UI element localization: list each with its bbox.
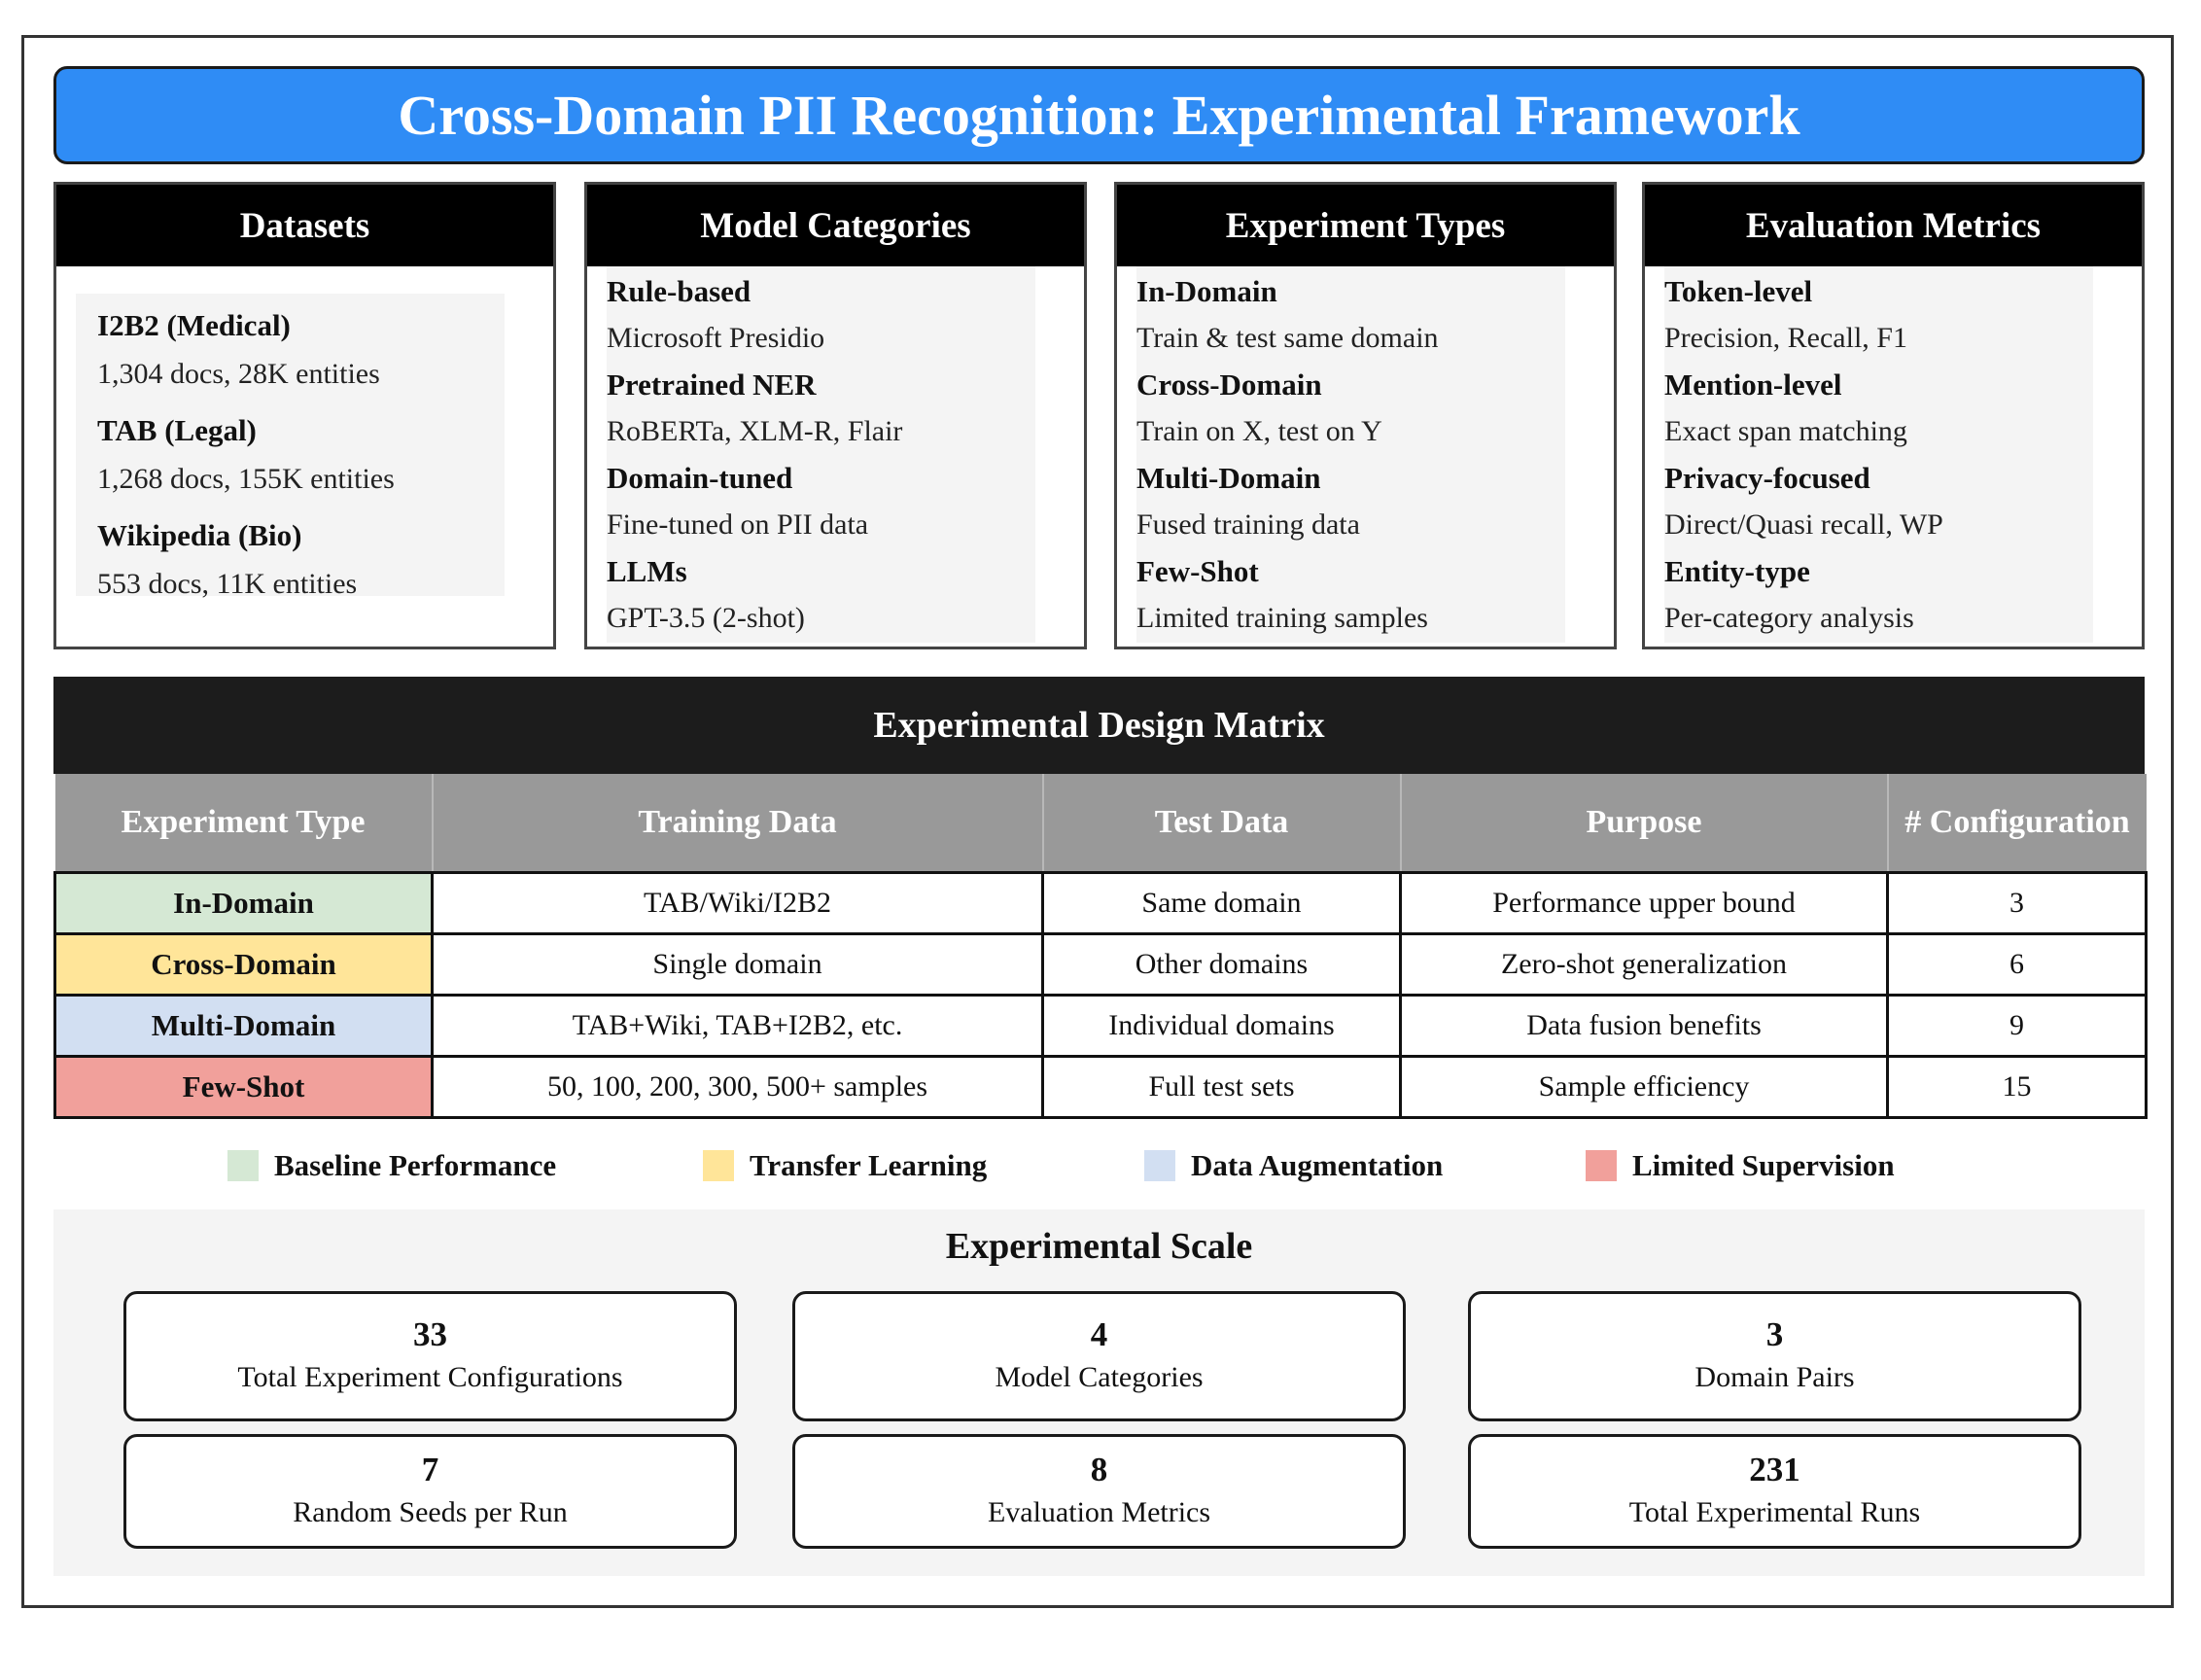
matrix-header-row (55, 774, 2147, 873)
legend-label: Data Augmentation (1191, 1148, 1444, 1182)
legend-swatch (227, 1150, 259, 1181)
experiment-types-list (1136, 266, 1565, 643)
dataset-detail: 1,268 docs, 155K entities (97, 463, 395, 495)
configuration-cell: 9 (1888, 996, 2147, 1057)
design-matrix-table (53, 774, 2148, 1119)
model-category-name: LLMs (607, 554, 687, 588)
column-header: Purpose (1401, 774, 1888, 873)
model-categories-header: Model Categories (587, 185, 1084, 266)
column-header: Training Data (433, 774, 1043, 873)
model-category-detail: Fine-tuned on PII data (607, 508, 869, 541)
stat-card (1468, 1434, 2081, 1549)
evaluation-metrics-list (1664, 266, 2093, 643)
experiment-type-cell: Few-Shot (55, 1057, 433, 1118)
metric-name: Mention-level (1664, 368, 1842, 402)
column-header: Test Data (1043, 774, 1401, 873)
dataset-detail: 1,304 docs, 28K entities (97, 358, 380, 390)
test-data-cell: Same domain (1043, 873, 1401, 934)
legend-label: Limited Supervision (1632, 1148, 1895, 1182)
experiment-type-name: Few-Shot (1136, 554, 1259, 588)
training-data-cell: 50, 100, 200, 300, 500+ samples (433, 1057, 1043, 1118)
training-data-cell: TAB/Wiki/I2B2 (433, 873, 1043, 934)
stat-value: 8 (1090, 1451, 1108, 1488)
legend-label: Baseline Performance (274, 1148, 557, 1182)
matrix-title: Experimental Design Matrix (53, 677, 2145, 774)
model-category-name: Pretrained NER (607, 368, 817, 402)
stat-value: 7 (421, 1451, 439, 1488)
experiment-type-name: Multi-Domain (1136, 461, 1321, 495)
experimental-scale-panel (53, 1209, 2145, 1576)
evaluation-metrics-card (1642, 182, 2145, 649)
test-data-cell: Full test sets (1043, 1057, 1401, 1118)
evaluation-metrics-header: Evaluation Metrics (1645, 185, 2142, 266)
experiment-type-detail: Train & test same domain (1136, 322, 1439, 354)
purpose-cell: Sample efficiency (1401, 1057, 1888, 1118)
legend-label: Transfer Learning (750, 1148, 988, 1182)
legend-swatch (1144, 1150, 1175, 1181)
dataset-name: I2B2 (Medical) (97, 308, 291, 342)
stat-card (792, 1291, 1406, 1421)
table-row (55, 996, 2147, 1057)
model-category-name: Domain-tuned (607, 461, 793, 495)
stat-label: Random Seeds per Run (293, 1496, 568, 1528)
purpose-cell: Performance upper bound (1401, 873, 1888, 934)
test-data-cell: Individual domains (1043, 996, 1401, 1057)
legend-item-limited (1586, 1148, 1895, 1183)
purpose-cell: Data fusion benefits (1401, 996, 1888, 1057)
stat-card (123, 1291, 737, 1421)
model-categories-card (584, 182, 1087, 649)
dataset-name: Wikipedia (Bio) (97, 518, 302, 552)
legend-swatch (703, 1150, 734, 1181)
metric-detail: Direct/Quasi recall, WP (1664, 508, 1943, 541)
stat-label: Evaluation Metrics (987, 1496, 1211, 1528)
legend-item-augmentation (1144, 1148, 1443, 1183)
model-category-name: Rule-based (607, 274, 751, 308)
test-data-cell: Other domains (1043, 934, 1401, 996)
datasets-header: Datasets (56, 185, 553, 266)
experiment-type-name: In-Domain (1136, 274, 1277, 308)
column-header: Experiment Type (55, 774, 433, 873)
legend-swatch (1586, 1150, 1617, 1181)
training-data-cell: Single domain (433, 934, 1043, 996)
metric-detail: Exact span matching (1664, 415, 1907, 447)
metric-name: Token-level (1664, 274, 1813, 308)
datasets-card (53, 182, 556, 649)
model-category-detail: GPT-3.5 (2-shot) (607, 602, 805, 634)
configuration-cell: 6 (1888, 934, 2147, 996)
table-row (55, 1057, 2147, 1118)
metric-name: Privacy-focused (1664, 461, 1870, 495)
model-categories-list (607, 266, 1035, 643)
stat-card (123, 1434, 737, 1549)
stat-value: 3 (1765, 1315, 1784, 1353)
experiment-type-name: Cross-Domain (1136, 368, 1322, 402)
experiment-type-cell: Cross-Domain (55, 934, 433, 996)
table-row (55, 934, 2147, 996)
experiment-types-card (1114, 182, 1617, 649)
column-header: # Configuration (1888, 774, 2147, 873)
configuration-cell: 15 (1888, 1057, 2147, 1118)
experiment-type-detail: Train on X, test on Y (1136, 415, 1382, 447)
stat-label: Total Experimental Runs (1628, 1496, 1921, 1528)
dataset-detail: 553 docs, 11K entities (97, 568, 358, 600)
stat-label: Total Experiment Configurations (237, 1361, 623, 1393)
experiment-type-cell: Multi-Domain (55, 996, 433, 1057)
model-category-detail: RoBERTa, XLM-R, Flair (607, 415, 903, 447)
training-data-cell: TAB+Wiki, TAB+I2B2, etc. (433, 996, 1043, 1057)
table-row (55, 873, 2147, 934)
scale-title: Experimental Scale (945, 1226, 1253, 1267)
stat-label: Domain Pairs (1694, 1361, 1855, 1393)
stat-value: 4 (1090, 1315, 1108, 1353)
metric-name: Entity-type (1664, 554, 1810, 588)
experiment-type-cell: In-Domain (55, 873, 433, 934)
stat-value: 33 (413, 1315, 447, 1353)
model-category-detail: Microsoft Presidio (607, 322, 825, 354)
datasets-list (76, 294, 505, 600)
metric-detail: Per-category analysis (1664, 602, 1914, 634)
experiment-types-header: Experiment Types (1117, 185, 1614, 266)
stat-card (792, 1434, 1406, 1549)
page-title: Cross-Domain PII Recognition: Experimental Framework (53, 66, 2145, 164)
legend-item-transfer (703, 1148, 987, 1183)
metric-detail: Precision, Recall, F1 (1664, 322, 1907, 354)
configuration-cell: 3 (1888, 873, 2147, 934)
stat-label: Model Categories (995, 1361, 1204, 1393)
experiment-type-detail: Limited training samples (1136, 602, 1428, 634)
experiment-type-detail: Fused training data (1136, 508, 1360, 541)
stat-value: 231 (1749, 1451, 1800, 1488)
purpose-cell: Zero-shot generalization (1401, 934, 1888, 996)
dataset-name: TAB (Legal) (97, 413, 257, 447)
legend-item-baseline (227, 1148, 556, 1183)
stat-card (1468, 1291, 2081, 1421)
